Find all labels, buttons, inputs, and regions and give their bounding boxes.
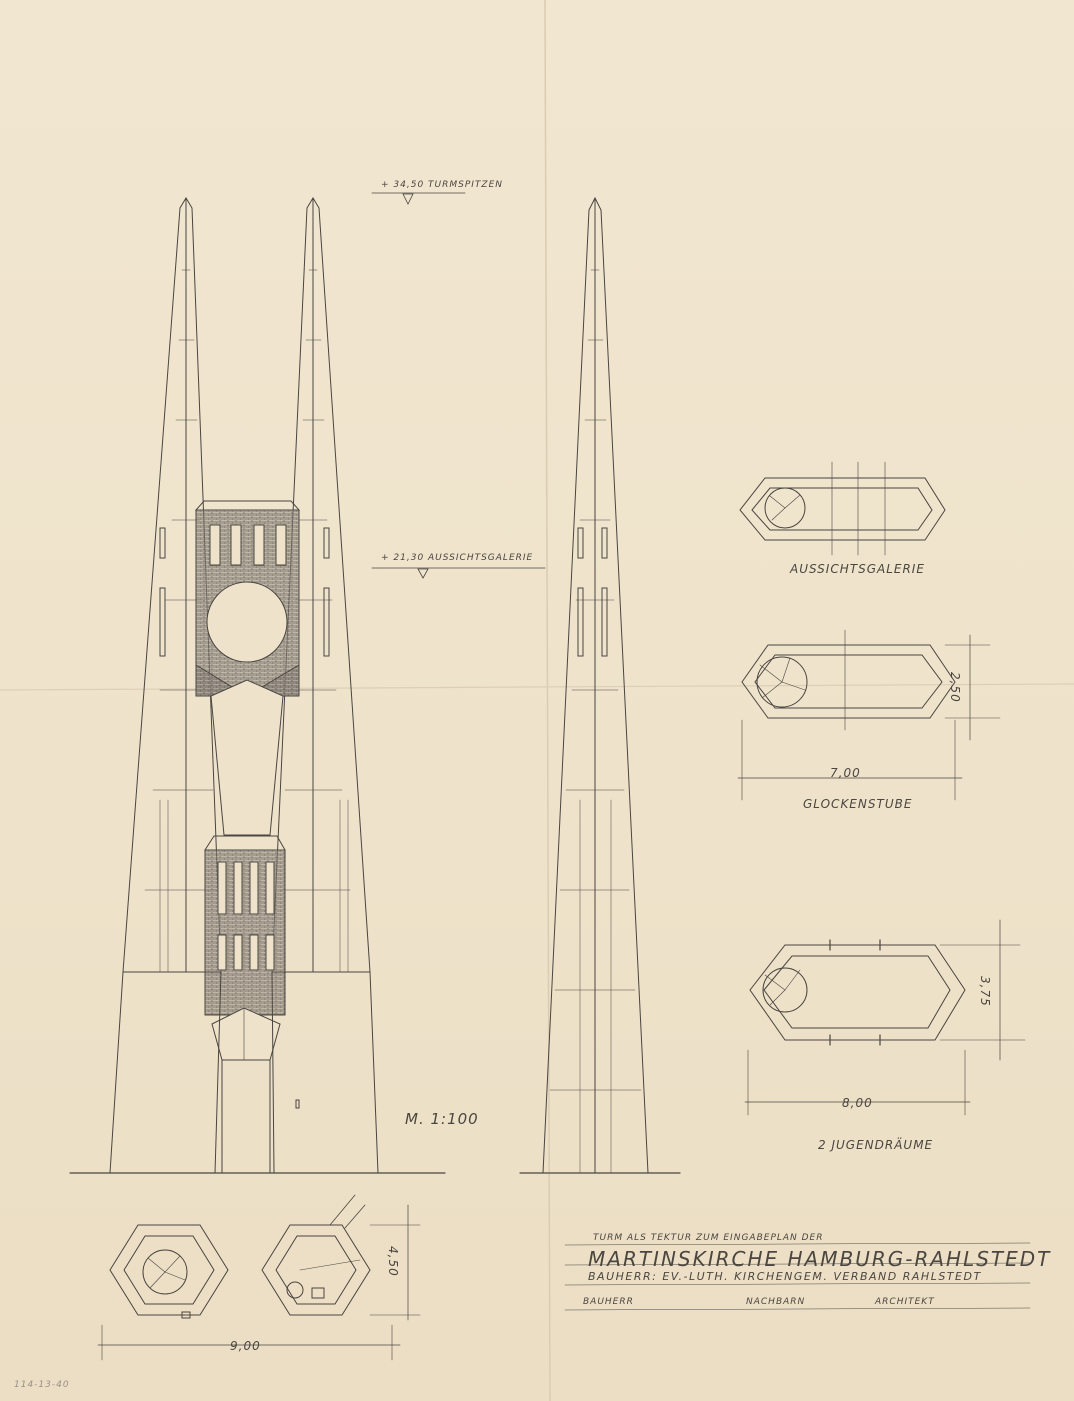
base-plans <box>98 1195 420 1360</box>
signature-owner: BAUHERR <box>583 1297 634 1307</box>
level-marker-top <box>372 193 465 204</box>
scale-label: M. 1:100 <box>405 1110 479 1128</box>
plan-label-jugendraeume: 2 JUGENDRÄUME <box>818 1138 934 1152</box>
front-elevation <box>70 198 445 1173</box>
door-mark <box>296 1100 299 1108</box>
title-line-3: BAUHERR: EV.-LUTH. KIRCHENGEM. VERBAND RAHLSTEDT <box>588 1270 982 1283</box>
fold-line-vertical <box>545 0 550 1401</box>
dim-glocken-width: 7,00 <box>830 766 861 780</box>
plan-aussichtsgalerie <box>740 462 945 555</box>
dim-glocken-depth: 2,50 <box>948 672 962 703</box>
dim-base-width: 9,00 <box>230 1339 261 1353</box>
title-line-2: MARTINSKIRCHE HAMBURG-RAHLSTEDT <box>588 1247 1052 1271</box>
dim-jugend-depth: 3,75 <box>978 976 992 1007</box>
dim-jugend-width: 8,00 <box>842 1096 873 1110</box>
signature-neighbors: NACHBARN <box>746 1297 806 1307</box>
right-spire-base <box>272 972 378 1173</box>
title-line-1: TURM ALS TEKTUR ZUM EINGABEPLAN DER <box>593 1233 824 1243</box>
plan-label-aussichtsgalerie: AUSSICHTSGALERIE <box>790 562 925 576</box>
archive-stamp: 114-13-40 <box>14 1380 70 1390</box>
plan-glockenstube <box>738 630 1000 800</box>
fold-line-horizontal <box>0 684 1074 690</box>
left-spire-base <box>110 972 221 1173</box>
dim-base-depth: 4,50 <box>386 1246 400 1277</box>
level-label-gallery: + 21,30 AUSSICHTSGALERIE <box>381 553 534 563</box>
upper-bridge <box>196 501 299 835</box>
side-elevation <box>520 198 680 1173</box>
signature-architect: ARCHITEKT <box>875 1297 935 1307</box>
plan-jugendraeume <box>745 920 1025 1115</box>
level-label-top: + 34,50 TURMSPITZEN <box>381 180 504 190</box>
plan-label-glockenstube: GLOCKENSTUBE <box>803 797 913 811</box>
level-marker-gallery <box>372 568 545 578</box>
